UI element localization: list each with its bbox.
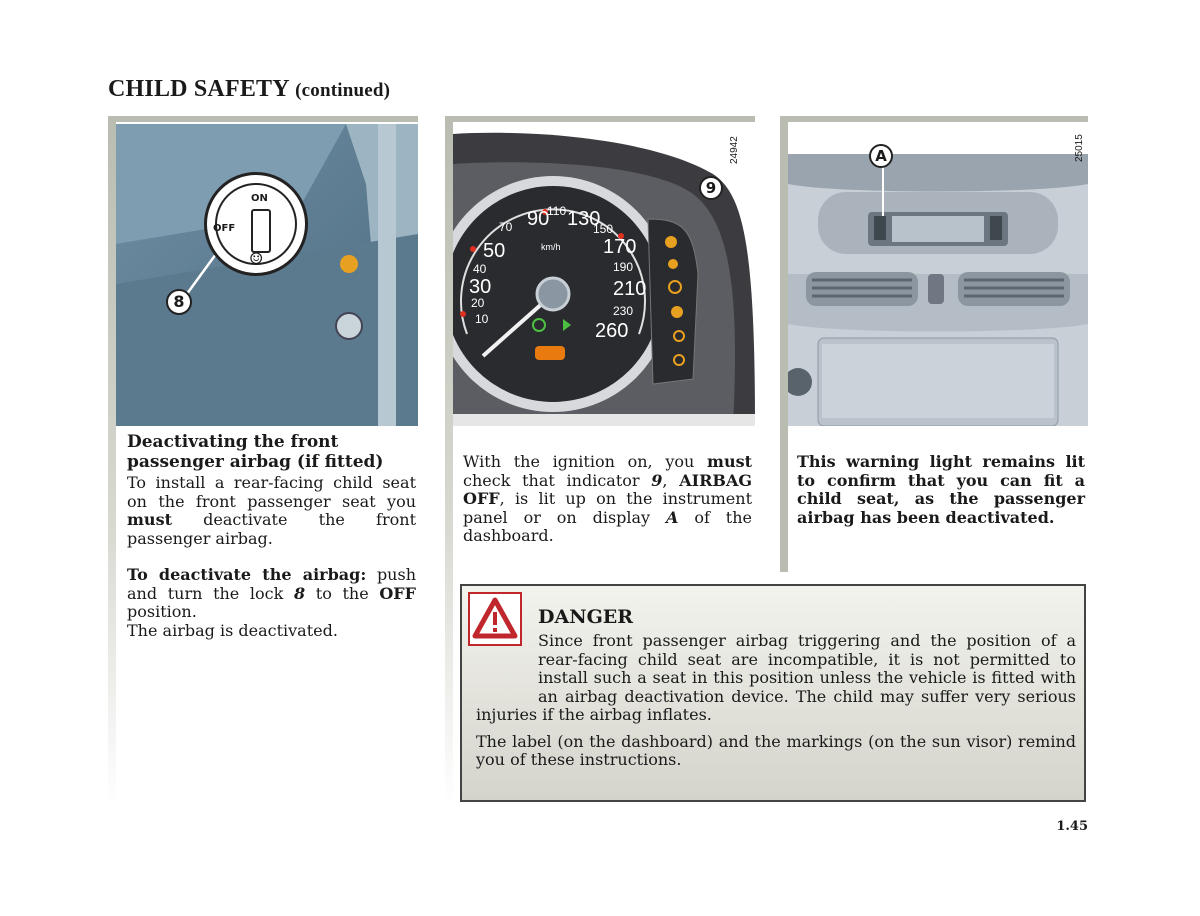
airbag-person-icon: ☺ (249, 249, 264, 268)
figure-ref-24942: 24942 (729, 136, 740, 164)
speed-label-230: 230 (613, 304, 634, 318)
column-rule-2 (445, 116, 453, 806)
column-top-rule-2 (445, 116, 755, 122)
title-text: CHILD SAFETY (108, 76, 289, 102)
danger-paragraph-1: Since front passenger airbag triggering and the position of a rear-facing child seat are incompatible, it is not permitted to install such a seat in this position unless the vehicle is fitted with an airbag deactivation device. The child may suffer very serious injuries if the airbag inflates. (476, 631, 1076, 724)
speed-label-150: 150 (593, 222, 614, 236)
danger-paragraph-2: The label (on the dashboard) and the markings (on the sun visor) remind you of these instructions. (476, 731, 1076, 769)
speed-label-90: 90 (527, 208, 550, 230)
col1-text (127, 432, 416, 640)
column-top-rule-3 (780, 116, 1088, 122)
danger-title: DANGER (538, 606, 634, 628)
figure-ref-25015: 25015 (1074, 134, 1085, 162)
speed-label-210: 210 (613, 278, 647, 300)
dashboard-display-figure (788, 124, 1088, 426)
speed-label-20: 20 (471, 296, 485, 310)
speed-label-130: 130 (567, 208, 601, 230)
speed-label-50: 50 (483, 240, 506, 262)
switch-off-label: OFF (213, 223, 236, 234)
column-rule-1 (108, 116, 116, 806)
lock-switch-dial (204, 172, 308, 276)
col2-text: With the ignition on, you must check that indicator 9, AIRBAG OFF, is lit up on the instrument panel or on display A of the dashboard. (463, 452, 753, 545)
speed-label-10: 10 (475, 312, 489, 326)
col1-paragraph-1: To install a rear-facing child seat on the front passenger seat you must deactivate the front passenger airbag. (127, 473, 416, 548)
column-rule-3 (780, 116, 788, 572)
switch-on-label: ON (251, 193, 268, 204)
speed-label-70: 70 (499, 220, 513, 234)
speed-label-110: 110 (547, 204, 567, 218)
section-heading: Deactivating the front passenger airbag (if fitted) (127, 432, 384, 472)
column-top-rule-1 (108, 116, 418, 122)
callout-8: 8 (166, 289, 192, 315)
speed-label-260: 260 (595, 320, 629, 342)
col1-paragraph-3: The airbag is deactivated. (127, 620, 338, 640)
speed-label-40: 40 (473, 262, 487, 276)
title-continued: (continued) (295, 80, 391, 101)
page-number: 1.45 (1056, 819, 1088, 834)
airbag-switch-figure (116, 124, 418, 426)
unit-label: km/h (541, 242, 561, 252)
speed-label-190: 190 (613, 260, 634, 274)
callout-a: A (869, 144, 893, 168)
page-title (108, 76, 390, 103)
speed-label-170: 170 (603, 236, 637, 258)
key-slot (251, 209, 271, 253)
col3-text: This warning light remains lit to confirm that you can fit a child seat, as the passenger airbag has been deactivated. (797, 452, 1085, 527)
instrument-panel-figure (453, 124, 755, 426)
danger-text (476, 632, 1076, 770)
danger-box (460, 584, 1086, 802)
callout-9: 9 (699, 176, 723, 200)
speed-label-30: 30 (469, 276, 492, 298)
col1-paragraph-2: To deactivate the airbag: push and turn the lock 8 to the OFF position. (127, 565, 417, 621)
